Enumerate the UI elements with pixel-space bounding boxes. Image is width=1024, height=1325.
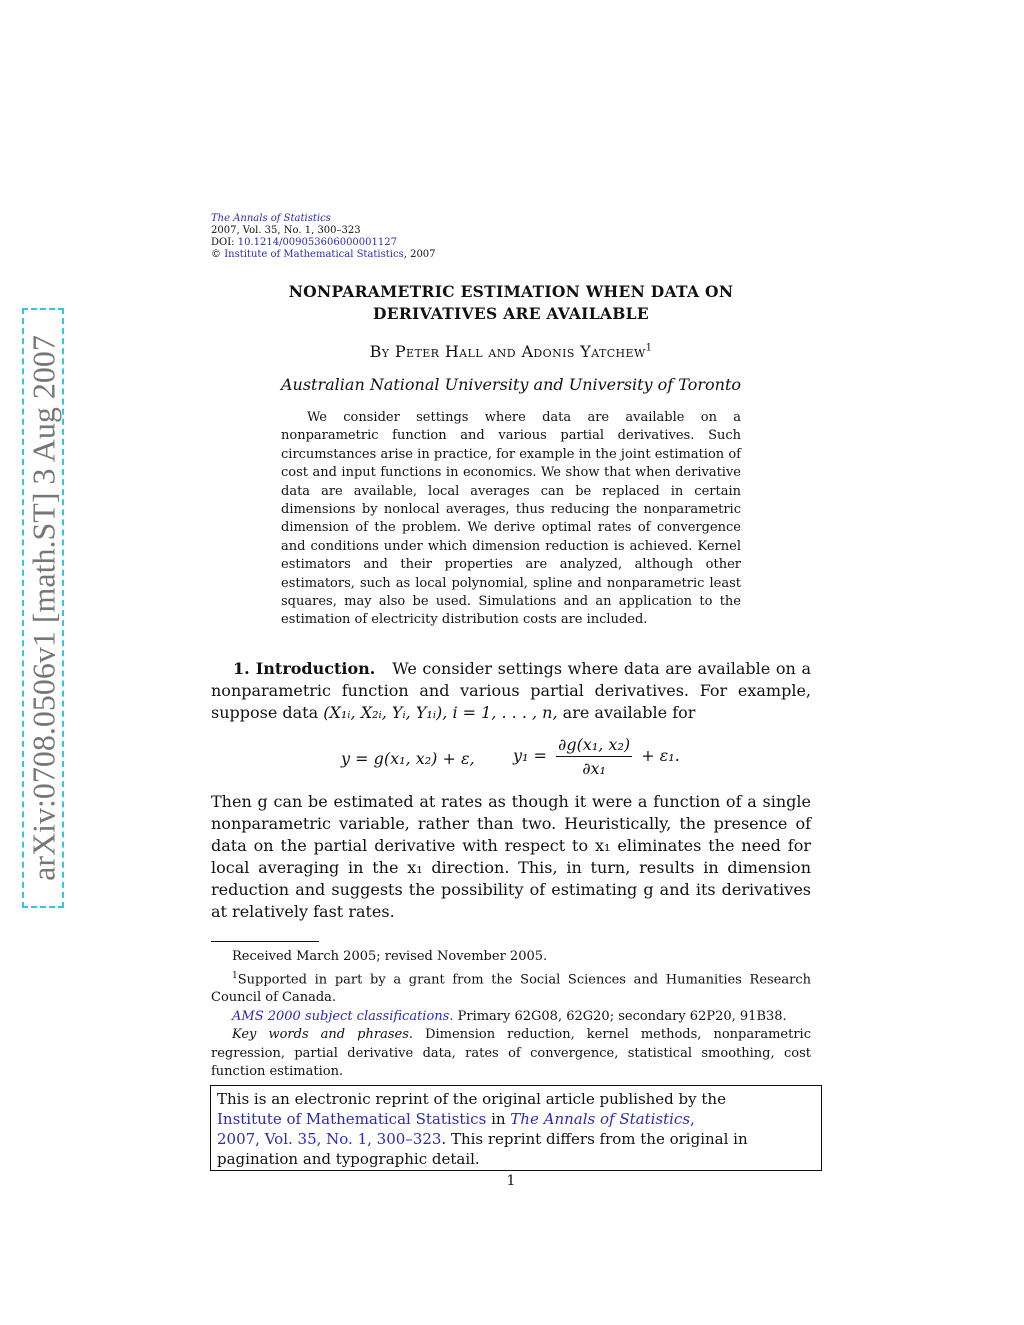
received-date: Received March 2005; revised November 2005.	[232, 949, 548, 964]
reprint-rest: . This reprint differs from the original in pagination and typographic detail.	[217, 1130, 748, 1168]
journal-header	[211, 213, 436, 261]
equation-derivative-rhs: + ε₁.	[641, 746, 680, 765]
copyright-year: , 2007	[403, 249, 436, 260]
reprint-comma: ,	[690, 1110, 695, 1128]
doi-label: DOI:	[211, 237, 238, 248]
reprint-publisher-link[interactable]: Institute of Mathematical Statistics	[217, 1110, 487, 1128]
equation-derivative-lhs: y₁ =	[513, 746, 547, 765]
affiliation: Australian National University and University of Toronto	[280, 375, 742, 394]
title-line-2: DERIVATIVES ARE AVAILABLE	[373, 304, 649, 323]
reprint-in-word: in	[486, 1110, 511, 1128]
partial-fraction	[556, 735, 632, 778]
abstract-text: We consider settings where data are available on a nonparametric function and various partial derivatives. Such circumstances arise in practice, for example in the joint estimation of cost and input functions in economics. We show that when derivative data are available, local averages can be replaced in certain dimensions by nonlocal averages, thus reducing the nonparametric dimension of the problem. We derive optimal rates of convergence and conditions under which dimension reduction is achieved. Kernel estimators and their properties are analyzed, although other estimators, such as local polynomial, spline and nonparametric least squares, may also be used. Simulations and an application to the estimation of electricity distribution costs are included.	[281, 410, 741, 628]
section-heading: 1. Introduction.	[233, 659, 376, 678]
data-tuple: (X₁ᵢ, X₂ᵢ, Yᵢ, Y₁ᵢ), i = 1, . . . , n,	[323, 703, 558, 722]
author-names: By Peter Hall and Adonis Yatchew	[369, 342, 646, 361]
doi-link[interactable]: 10.1214/009053606000001127	[237, 237, 397, 248]
intro-text-end: are available for	[562, 703, 696, 722]
ams-classification-text: Primary 62G08, 62G20; secondary 62P20, 91B38.	[453, 1008, 787, 1024]
abstract	[281, 409, 741, 630]
support-footnote-mark: 1	[232, 970, 238, 981]
reprint-citation-link[interactable]: 2007, Vol. 35, No. 1, 300–323	[217, 1130, 442, 1148]
publisher-link[interactable]: Institute of Mathematical Statistics	[224, 249, 404, 260]
journal-volume: 2007, Vol. 35, No. 1, 300–323	[211, 225, 361, 236]
page-number: 1	[506, 1173, 516, 1189]
title-line-1: NONPARAMETRIC ESTIMATION WHEN DATA ON	[288, 282, 734, 301]
footnote-rule	[211, 941, 319, 942]
introduction-paragraph	[211, 658, 811, 724]
fraction-numerator: ∂g(x₁, x₂)	[556, 735, 632, 757]
support-footnote: Supported in part by a grant from the Social Sciences and Humanities Research Council of Canada.	[211, 971, 811, 1006]
reprint-intro: This is an electronic reprint of the original article published by the	[217, 1090, 726, 1108]
reprint-journal-link[interactable]: The Annals of Statistics	[510, 1110, 691, 1128]
display-equation	[211, 735, 811, 785]
journal-name-link[interactable]: The Annals of Statistics	[211, 213, 331, 224]
keywords-label: Key words and phrases.	[232, 1027, 414, 1043]
ams-classification-link[interactable]: AMS 2000 subject classifications.	[232, 1008, 454, 1024]
author-footnote-mark: 1	[645, 342, 653, 354]
footnotes	[211, 948, 811, 1082]
reprint-notice-box	[210, 1085, 822, 1171]
copyright-icon: ©	[211, 249, 221, 260]
paper-title	[211, 281, 811, 325]
fraction-denominator: ∂x₁	[582, 759, 606, 778]
intro-text: We consider settings where data are available on a nonparametric function and various partial derivatives. For example, suppose data	[211, 659, 811, 722]
author-line	[211, 342, 811, 361]
arxiv-identifier: arXiv:0708.0506v1 [math.ST] 3 Aug 2007	[25, 335, 62, 881]
keywords-text: Dimension reduction, kernel methods, nonparametric regression, partial derivative data, rates of convergence, statistical smoothing, cost function estimation.	[211, 1027, 811, 1080]
body-paragraph	[211, 791, 811, 923]
equation-regression: y = g(x₁, x₂) + ε,	[341, 749, 475, 768]
equation-derivative	[513, 735, 680, 778]
paragraph-text: Then g can be estimated at rates as though it were a function of a single nonparametric variable, rather than two. Heuristically, the presence of data on the partial derivative with respect to x₁ eliminates the need for local averaging in the x₁ direction. This, in turn, results in dimension reduction and suggests the possibility of estimating g and its derivatives at relatively fast rates.	[211, 792, 811, 921]
